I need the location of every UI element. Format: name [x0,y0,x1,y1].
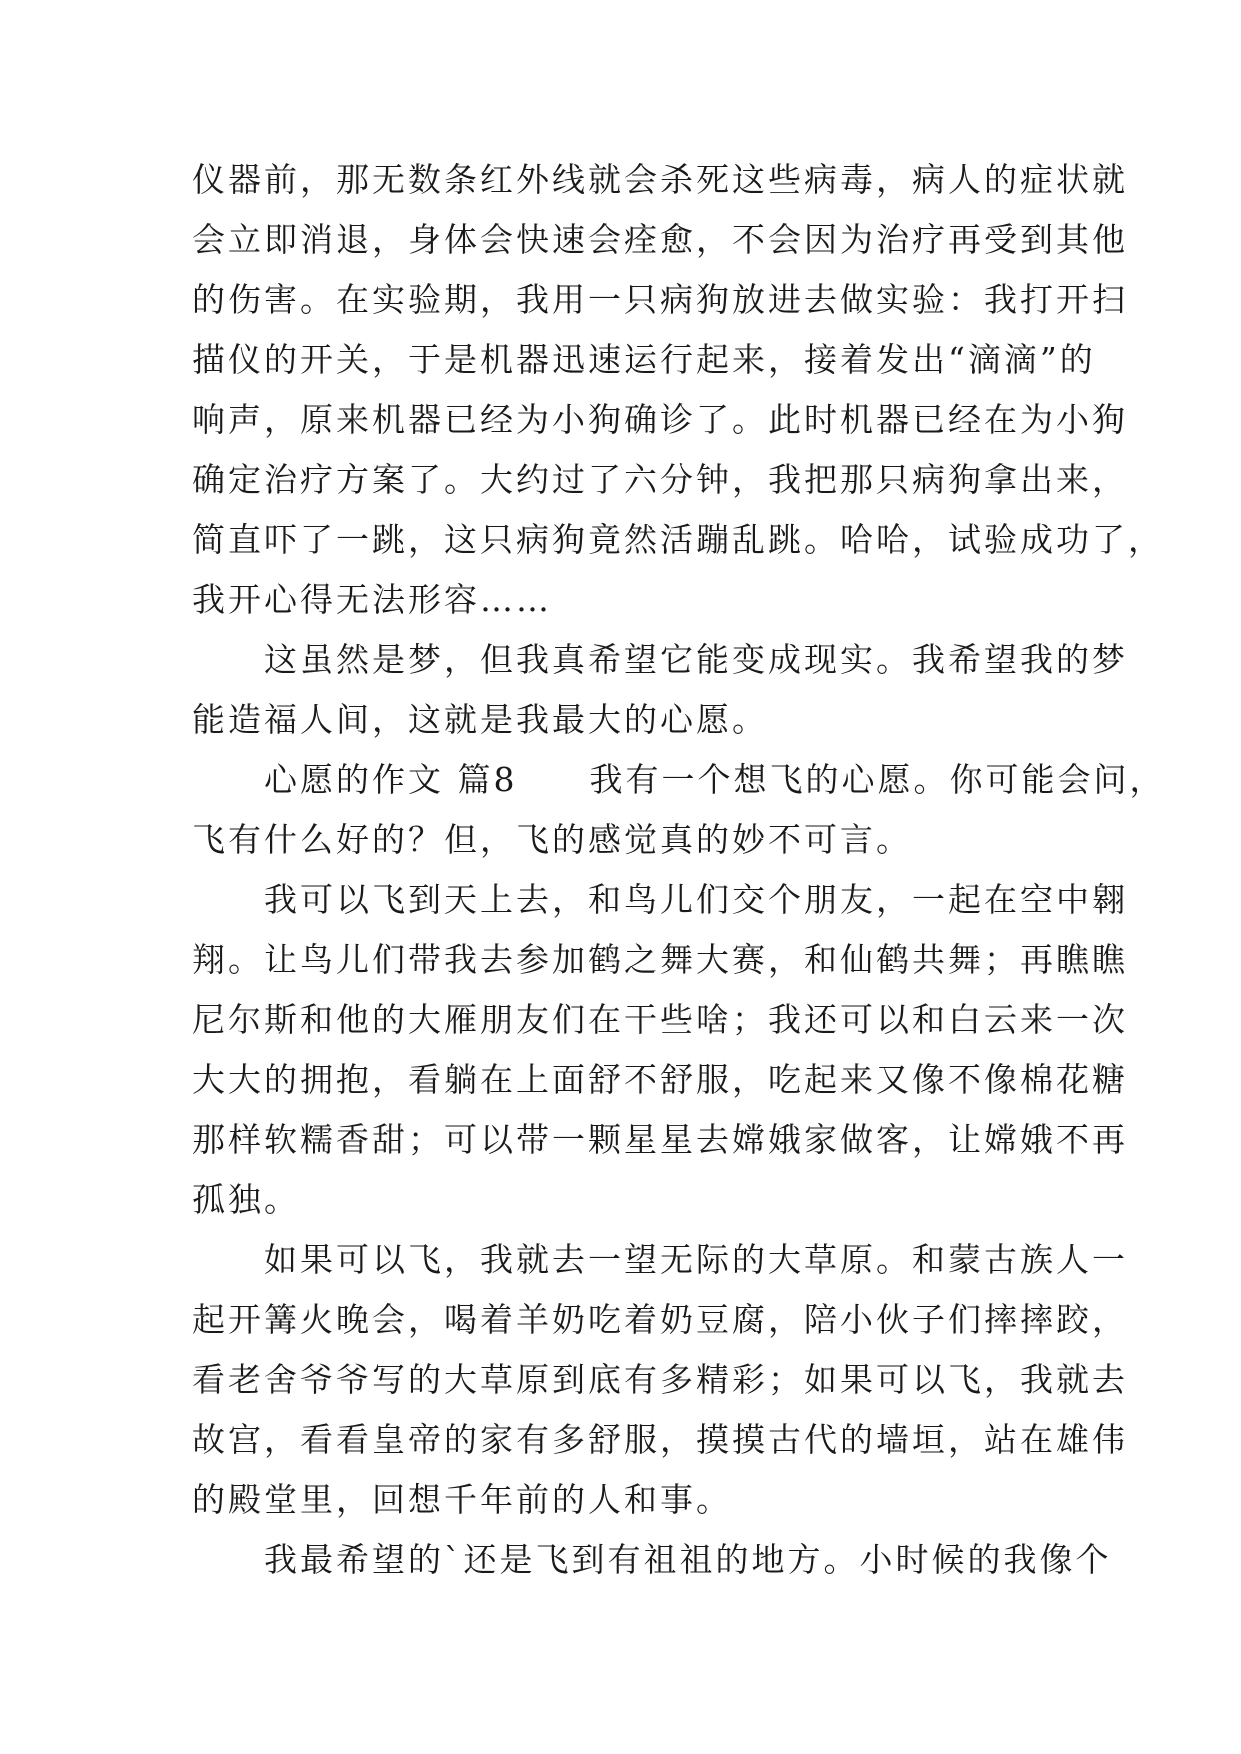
text-line: 翔。让鸟儿们带我去参加鹤之舞大赛，和仙鹤共舞；再瞧瞧 [192,940,1128,979]
text-line: 飞有什么好的？但，飞的感觉真的妙不可言。 [192,820,912,859]
text-line: 看老舍爷爷写的大草原到底有多精彩；如果可以飞，我就去 [192,1360,1128,1399]
text-line: 响声，原来机器已经为小狗确诊了。此时机器已经在为小狗 [192,400,1128,439]
text-line: 仪器前，那无数条红外线就会杀死这些病毒，病人的症状就 [192,160,1128,199]
text-line: 简直吓了一跳，这只病狗竟然活蹦乱跳。哈哈，试验成功了， [192,520,1164,559]
text-line: 起开篝火晚会，喝着羊奶吃着奶豆腐，陪小伙子们摔摔跤， [192,1300,1128,1339]
text-line: 我最希望的`还是飞到有祖祖的地方。小时候的我像个 [192,1540,1112,1579]
text-line: 孤独。 [192,1180,300,1219]
section-heading-line: 心愿的作文 篇8 我有一个想飞的心愿。你可能会问， [192,760,1166,799]
text-line: 我开心得无法形容…… [192,580,552,619]
text-line: 尼尔斯和他的大雁朋友们在干些啥；我还可以和白云来一次 [192,1000,1128,1039]
text-line: 确定治疗方案了。大约过了六分钟，我把那只病狗拿出来， [192,460,1128,499]
text-line: 大大的拥抱，看躺在上面舒不舒服，吃起来又像不像棉花糖 [192,1060,1128,1099]
text-line: 的殿堂里，回想千年前的人和事。 [192,1480,732,1519]
text-line: 描仪的开关，于是机器迅速运行起来，接着发出“滴滴”的 [192,340,1096,379]
text-line: 故宫，看看皇帝的家有多舒服，摸摸古代的墙垣，站在雄伟 [192,1420,1128,1459]
text-line: 的伤害。在实验期，我用一只病狗放进去做实验：我打开扫 [192,280,1128,319]
text-line: 那样软糯香甜；可以带一颗星星去嫦娥家做客，让嫦娥不再 [192,1120,1128,1159]
text-line: 会立即消退，身体会快速会痊愈，不会因为治疗再受到其他 [192,220,1128,259]
text-line: 我可以飞到天上去，和鸟儿们交个朋友，一起在空中翱 [192,880,1128,919]
text-line: 如果可以飞，我就去一望无际的大草原。和蒙古族人一 [192,1240,1128,1279]
text-line: 能造福人间，这就是我最大的心愿。 [192,700,768,739]
text-line: 这虽然是梦，但我真希望它能变成现实。我希望我的梦 [192,640,1128,679]
